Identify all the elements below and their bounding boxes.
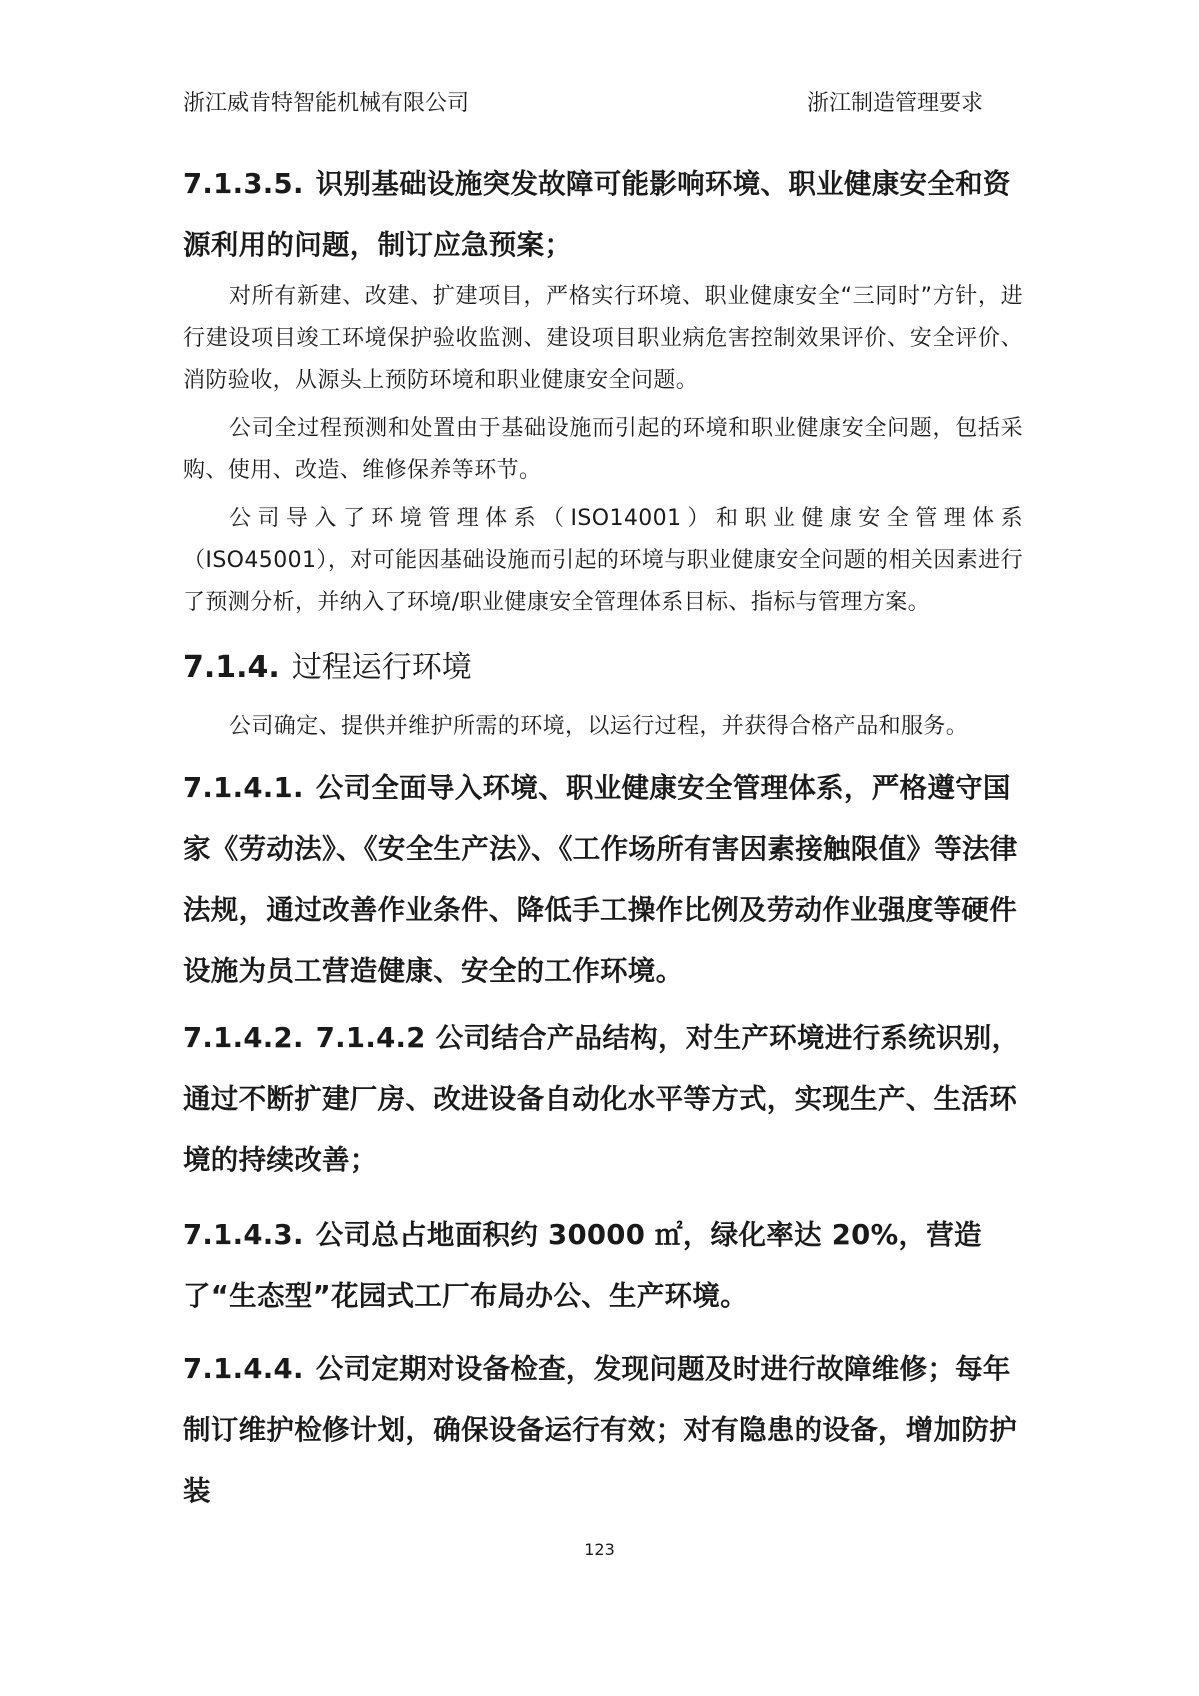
heading-text: 公司总占地面积约 30000 ㎡，绿化率达 20%，营造了“生态型”花园式工厂布局办公、生产环境。 <box>183 1219 982 1312</box>
heading-7-1-4-1 <box>183 758 1023 1002</box>
heading-text: 公司全面导入环境、职业健康安全管理体系，严格遵守国家《劳动法》、《安全生产法》、《工作场所有害因素接触限值》等法律法规，通过改善作业条件、降低手工操作比例及劳动作业强度等硬件设施为员工营造健康、安全的工作环境。 <box>183 772 1018 987</box>
paragraph: 对所有新建、改建、扩建项目，严格实行环境、职业健康安全“三同时”方针，进行建设项目竣工环境保护验收监测、建设项目职业病危害控制效果评价、安全评价、消防验收，从源头上预防环境和职业健康安全问题。 <box>183 284 1023 393</box>
heading-number: 7.1.4.2. <box>183 1022 304 1054</box>
heading-number: 7.1.4. <box>183 650 280 685</box>
paragraph: 公司全过程预测和处置由于基础设施而引起的环境和职业健康安全问题，包括采购、使用、改造、维修保养等环节。 <box>183 416 1023 483</box>
header-document-title: 浙江制造管理要求 <box>806 91 983 116</box>
paragraph: 公司导入了环境管理体系（ISO14001）和职业健康安全管理体系（ISO45001），对可能因基础设施而引起的环境与职业健康安全问题的相关因素进行了预测分析，并纳入了环境/职业健康安全管理体系目标、指标与管理方案。 <box>183 506 1023 615</box>
page-header <box>183 82 1023 122</box>
paragraph: 公司确定、提供并维护所需的环境，以运行过程，并获得合格产品和服务。 <box>229 714 969 739</box>
heading-number: 7.1.4.1. <box>183 772 304 804</box>
heading-7-1-3-5 <box>183 154 1023 276</box>
heading-7-1-4-3 <box>183 1205 1023 1327</box>
heading-text: 识别基础设施突发故障可能影响环境、职业健康安全和资源利用的问题，制订应急预案； <box>183 168 1011 261</box>
header-company-name: 浙江威肯特智能机械有限公司 <box>183 91 470 116</box>
heading-text: 7.1.4.2 公司结合产品结构，对生产环境进行系统识别，通过不断扩建厂房、改进设备自动化水平等方式，实现生产、生活环境的持续改善； <box>183 1022 1020 1176</box>
heading-text: 公司定期对设备检查，发现问题及时进行故障维修；每年制订维护检修计划，确保设备运行有效；对有隐患的设备，增加防护装 <box>183 1353 1017 1507</box>
heading-number: 7.1.4.4. <box>183 1353 304 1385</box>
heading-7-1-4 <box>183 638 1023 698</box>
page-content <box>183 154 1023 1522</box>
heading-7-1-4-4 <box>183 1339 1023 1522</box>
page-number: 123 <box>584 1540 615 1559</box>
heading-number: 7.1.4.3. <box>183 1219 304 1251</box>
heading-7-1-4-2 <box>183 1008 1023 1191</box>
heading-number: 7.1.3.5. <box>183 168 304 200</box>
heading-text: 过程运行环境 <box>291 650 472 685</box>
